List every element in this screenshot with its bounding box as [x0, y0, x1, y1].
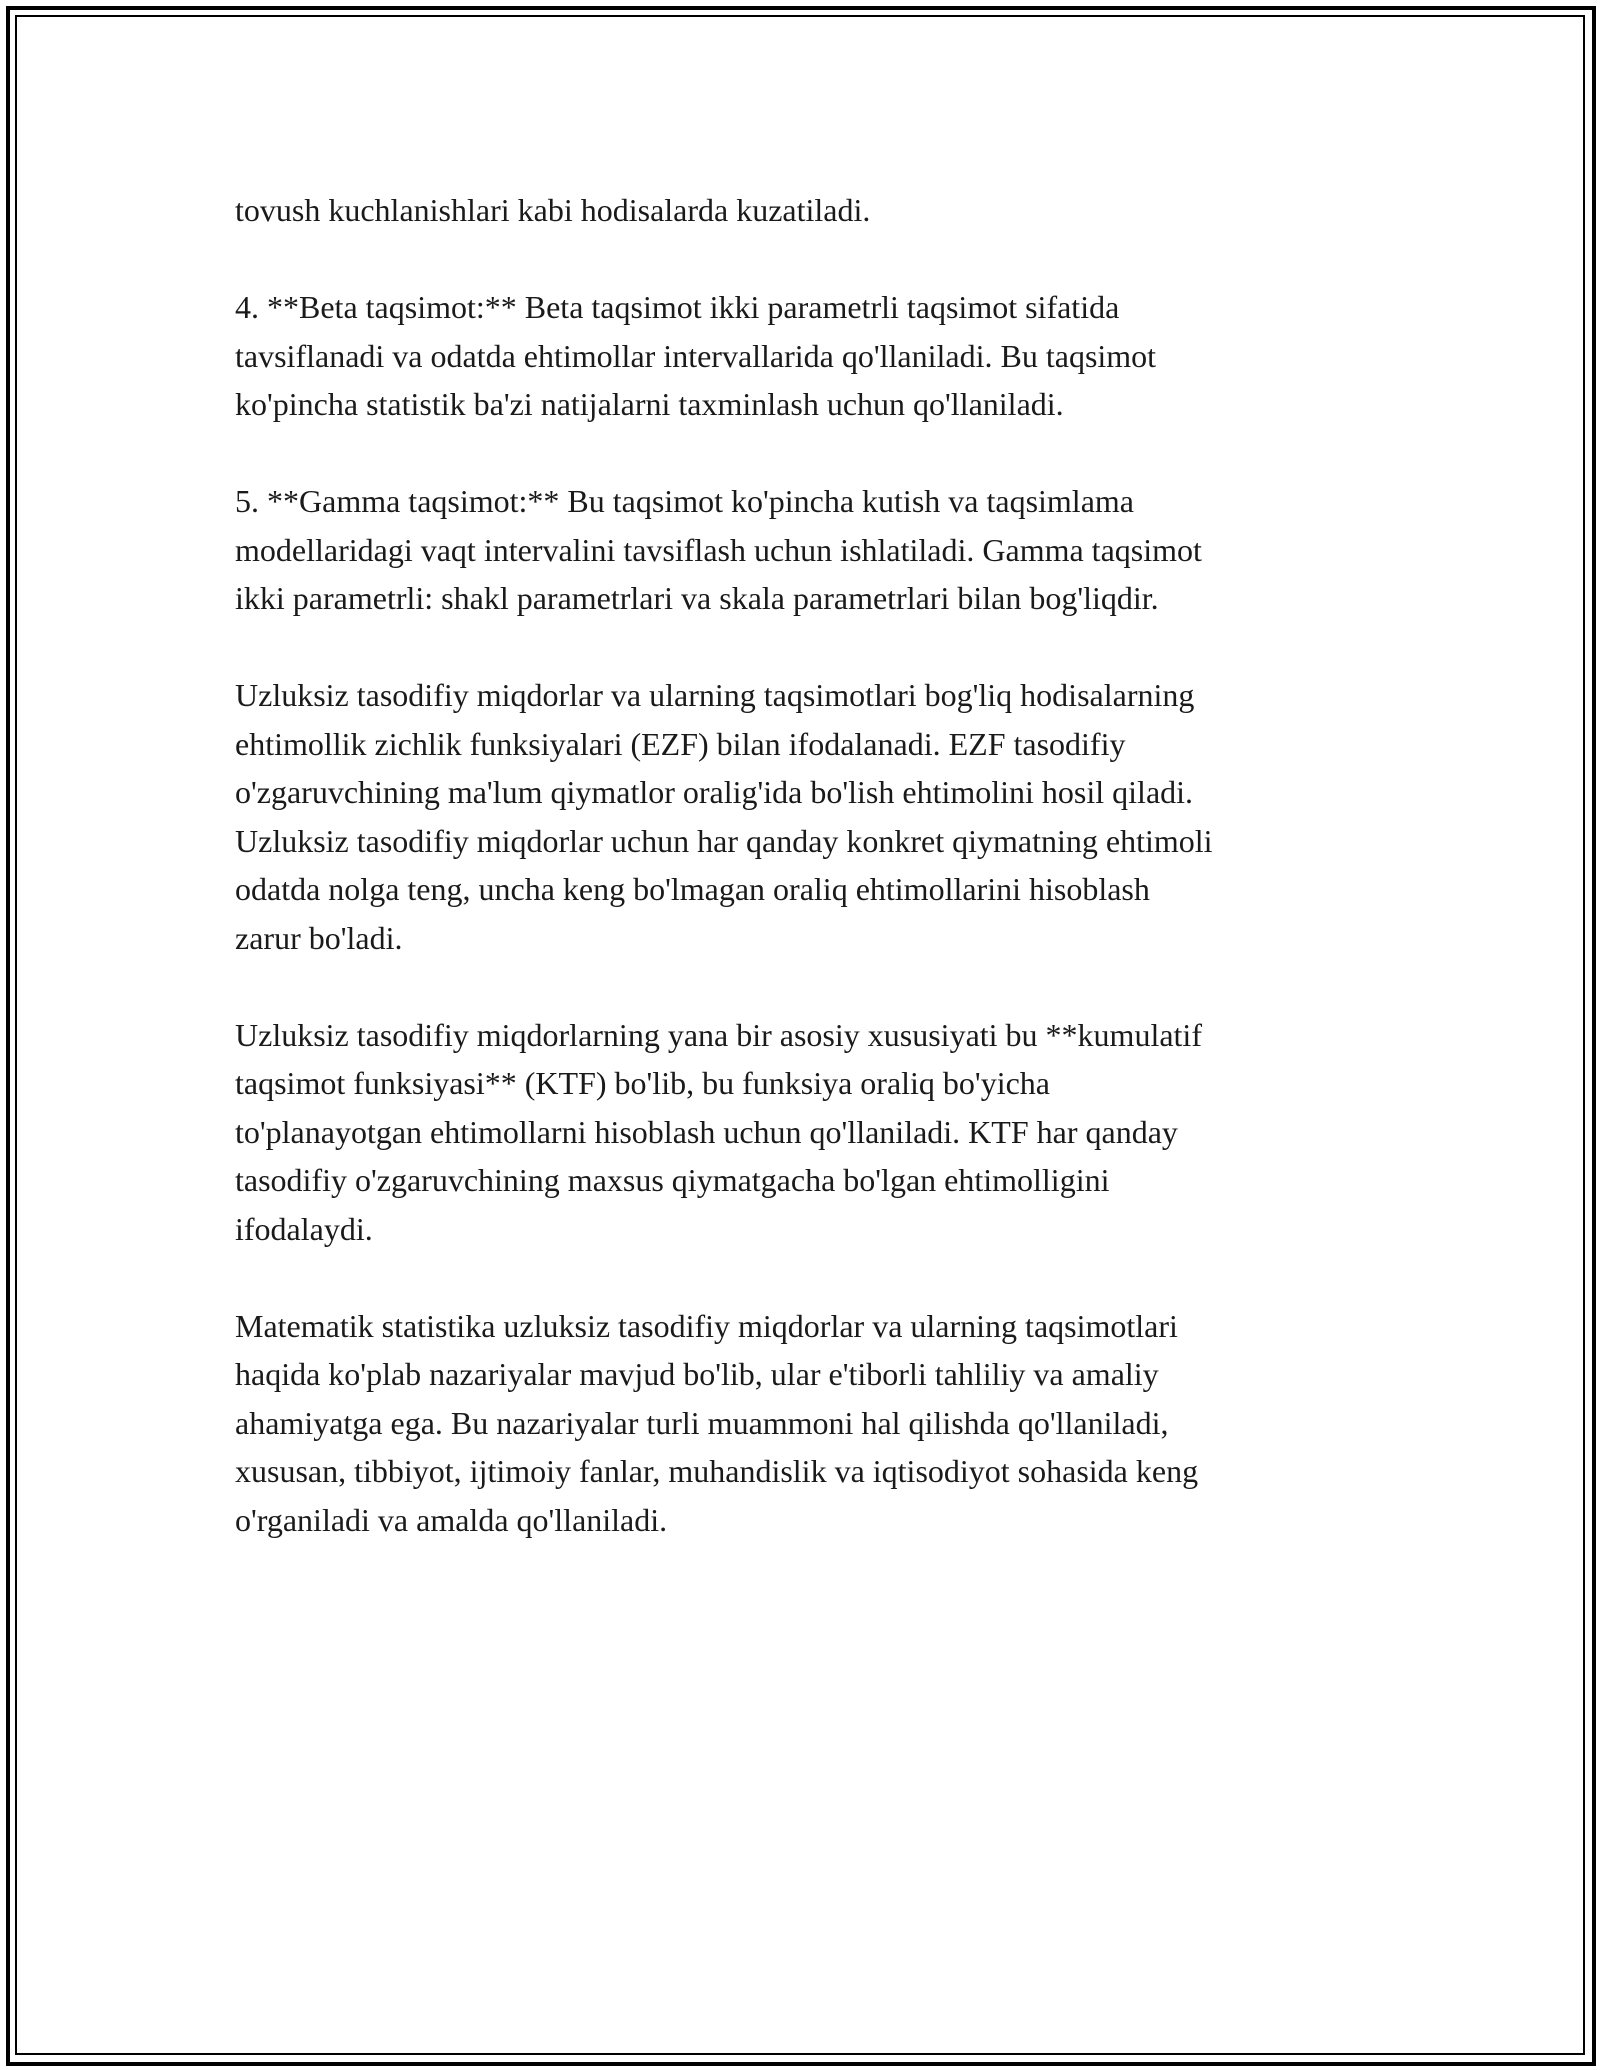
text-line: Uzluksiz tasodifiy miqdorlar uchun har qanday konkret qiymatning ehtimoli: [235, 822, 1213, 859]
paragraph: [235, 1302, 1375, 1545]
text-line: Matematik statistika uzluksiz tasodifiy miqdorlar va ularning taqsimotlari: [235, 1307, 1178, 1344]
text-line: Uzluksiz tasodifiy miqdorlarning yana bir asosiy xususiyati bu **kumulatif: [235, 1016, 1202, 1053]
text-line: ko'pincha statistik ba'zi natijalarni taxminlash uchun qo'llaniladi.: [235, 386, 1064, 422]
paragraph: [235, 671, 1375, 962]
text-line: ikki parametrli: shakl parametrlari va skala parametrlari bilan bog'liqdir.: [235, 580, 1159, 616]
text-line: to'planayotgan ehtimollarni hisoblash uchun qo'llaniladi. KTF har qanday: [235, 1113, 1178, 1150]
paragraph-gap: [235, 235, 1375, 284]
text-line: modellaridagi vaqt intervalini tavsiflash uchun ishlatiladi. Gamma taqsimot: [235, 531, 1202, 568]
paragraph: [235, 283, 1375, 429]
text-line: ifodalaydi.: [235, 1210, 373, 1247]
text-line: 5. **Gamma taqsimot:** Bu taqsimot ko'pincha kutish va taqsimlama: [235, 483, 1134, 519]
text-line: o'zgaruvchining ma'lum qiymatlor oralig'ida bo'lish ehtimolini hosil qiladi.: [235, 774, 1194, 810]
paragraph-gap: [235, 962, 1375, 1011]
text-line: 4. **Beta taqsimot:** Beta taqsimot ikki parametrli taqsimot sifatida: [235, 289, 1120, 325]
text-line: xususan, tibbiyot, ijtimoiy fanlar, muhandislik va iqtisodiyot sohasida keng: [235, 1453, 1199, 1489]
text-line: odatda nolga teng, uncha keng bo'lmagan oraliq ehtimollarini hisoblash: [235, 871, 1150, 907]
paragraph-gap: [235, 429, 1375, 478]
paragraph-gap: [235, 1253, 1375, 1302]
text-line: tovush kuchlanishlari kabi hodisalarda kuzatiladi.: [235, 192, 871, 228]
text-line: taqsimot funksiyasi** (KTF) bo'lib, bu funksiya oraliq bo'yicha: [235, 1065, 1050, 1101]
text-line: o'rganiladi va amalda qo'llaniladi.: [235, 1501, 668, 1538]
text-line: ehtimollik zichlik funksiyalari (EZF) bilan ifodalanadi. EZF tasodifiy: [235, 725, 1126, 762]
paragraph-gap: [235, 623, 1375, 672]
paragraph: [235, 1011, 1375, 1254]
text-line: Uzluksiz tasodifiy miqdorlar va ularning taqsimotlari bog'liq hodisalarning: [235, 677, 1195, 713]
text-line: tavsiflanadi va odatda ehtimollar intervallarida qo'llaniladi. Bu taqsimot: [235, 337, 1157, 374]
paragraph: [235, 477, 1375, 623]
document-body: [235, 186, 1375, 1544]
text-line: haqida ko'plab nazariyalar mavjud bo'lib, ular e'tiborli tahliliy va amaliy: [235, 1356, 1159, 1392]
text-line: ahamiyatga ega. Bu nazariyalar turli muammoni hal qilishda qo'llaniladi,: [235, 1404, 1169, 1441]
text-line: zarur bo'ladi.: [235, 919, 403, 956]
text-line: tasodifiy o'zgaruvchining maxsus qiymatgacha bo'lgan ehtimolligini: [235, 1162, 1110, 1198]
paragraph: [235, 186, 1375, 235]
